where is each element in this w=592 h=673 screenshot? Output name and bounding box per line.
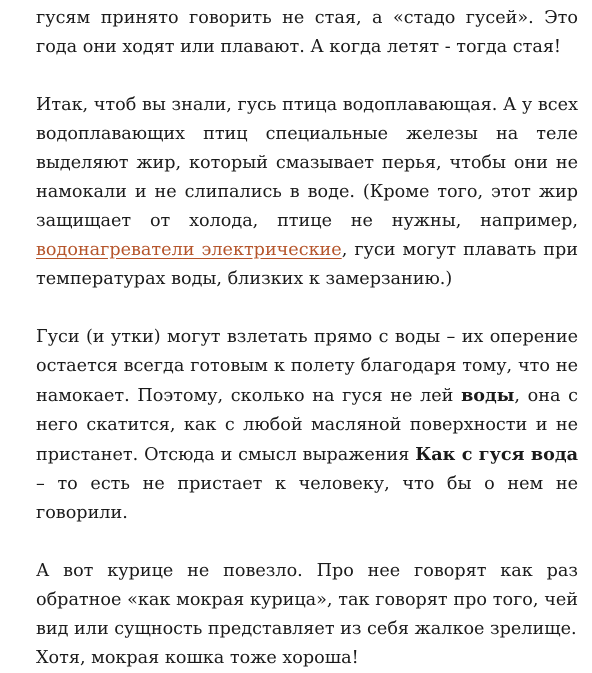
paragraph-text: Гуси (и утки) могут взлетать прямо с воды – их оперение остается всегда готовым к полету благодаря тому, что не намокает. Поэтому, сколько на гуся не лей bbox=[36, 327, 578, 406]
paragraph-geese-flock: гусям принято говорить не стая, а «стадо гусей». Это года они ходят или плавают. А когда летят - тогда стая! bbox=[36, 8, 578, 57]
paragraph-waterfowl-glands bbox=[36, 91, 578, 294]
paragraph-text: , она с него скатится, как с любой масляной поверхности и не пристанет. Отсюда и смысл выражения bbox=[36, 386, 578, 465]
bold-text-idiom: Как с гуся вода bbox=[415, 444, 578, 465]
paragraph-wet-chicken: А вот курице не повезло. Про нее говорят как раз обратное «как мокрая курица», так говорят про того, чей вид или сущность представляет из себя жалкое зрелище. bbox=[36, 561, 578, 639]
bold-text-water: воды bbox=[461, 385, 515, 406]
paragraph-text: , гуси могут плавать при температурах воды, близких к замерзанию.) bbox=[36, 240, 578, 289]
water-heaters-link[interactable]: водонагреватели электрические bbox=[36, 240, 342, 260]
paragraph-like-water-off-duck bbox=[36, 323, 578, 528]
article-body bbox=[36, 0, 578, 673]
paragraph-wet-cat: Хотя, мокрая кошка тоже хороша! bbox=[36, 648, 359, 668]
paragraph-text: – то есть не пристает к человеку, что бы о нем не говорили. bbox=[36, 474, 578, 523]
paragraph-text: Итак, чтоб вы знали, гусь птица водоплавающая. А у всех водоплавающих птиц специальные железы на теле выделяют жир, который смазывает перья, чтобы они не намокали и не слипались в воде. (Кроме того, этот жир защищает от холода, птице не нужны, например, bbox=[36, 95, 578, 231]
